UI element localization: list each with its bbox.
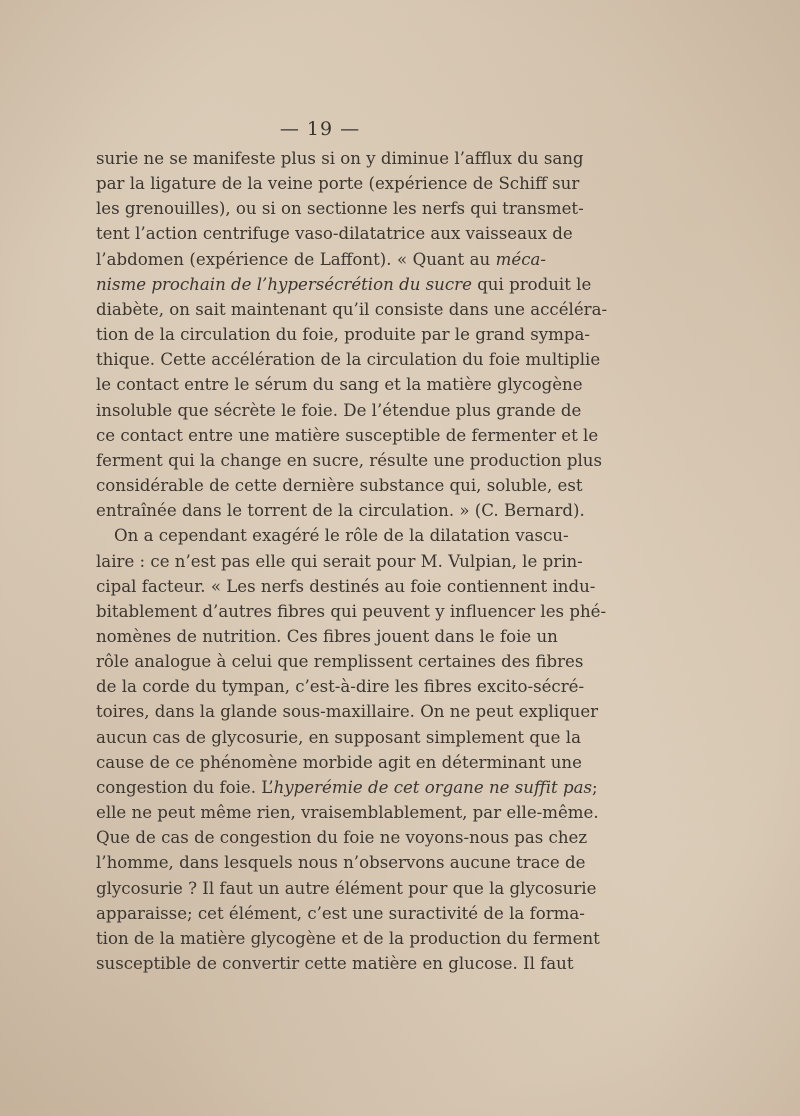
text-run: l’abdomen (expérience de Laffont). « Quant au — [96, 249, 491, 269]
text-line: ferment qui la change en sucre, résulte une production plus — [96, 450, 603, 470]
text-line: de la corde du tympan, c’est-à-dire les fibres excito-sécré- — [96, 677, 585, 697]
text-line: tion de la circulation du foie, produite par le grand sympa- — [96, 325, 590, 345]
text-line: les grenouilles), ou si on sectionne les nerfs qui transmet- — [96, 199, 584, 219]
text-line: apparaisse; cet élément, c’est une suractivité de la forma- — [96, 903, 585, 923]
text-line: ce contact entre une matière susceptible de fermenter et le — [96, 425, 599, 445]
text-line: le contact entre le sérum du sang et la matière glycogène — [96, 375, 583, 395]
text-line: tion de la matière glycogène et de la production du ferment — [96, 928, 600, 948]
text-line: laire : ce n’est pas elle qui serait pour M. Vulpian, le prin- — [96, 551, 583, 571]
text-line: cause de ce phénomène morbide agit en déterminant une — [96, 752, 582, 772]
text-line: susceptible de convertir cette matière en glucose. Il faut — [96, 954, 574, 973]
italic-run: méca- — [495, 249, 546, 269]
text-line: entraînée dans le torrent de la circulation. » (C. Bernard). — [96, 501, 585, 521]
text-line: Que de cas de congestion du foie ne voyons-nous pas chez — [96, 828, 588, 848]
text-line: diabète, on sait maintenant qu’il consiste dans une accéléra- — [96, 299, 608, 319]
text-line: bitablement d’autres fibres qui peuvent y influencer les phé- — [96, 601, 607, 621]
body-text — [96, 146, 608, 976]
text-line: rôle analogue à celui que remplissent certaines des fibres — [96, 652, 584, 672]
text-line: glycosurie ? Il faut un autre élément pour que la glycosurie — [96, 878, 597, 898]
text-run: qui produit le — [477, 274, 592, 294]
text-line: considérable de cette dernière substance qui, soluble, est — [96, 476, 583, 496]
text-line: On a cependant exagéré le rôle de la dilatation vascu- — [114, 526, 569, 546]
text-line: tent l’action centrifuge vaso-dilatatrice aux vaisseaux de — [96, 224, 573, 244]
text-line — [96, 775, 598, 800]
text-line — [96, 272, 592, 297]
text-line: thique. Cette accélération de la circulation du foie multiplie — [96, 350, 601, 370]
text-line: l’homme, dans lesquels nous n’observons aucune trace de — [96, 853, 586, 873]
text-line: elle ne peut même rien, vraisemblablement, par elle-même. — [96, 803, 599, 823]
text-run: ; — [592, 777, 598, 797]
text-line: par la ligature de la veine porte (expérience de Schiff sur — [96, 174, 580, 194]
text-line: cipal facteur. « Les nerfs destinés au foie contiennent indu- — [96, 576, 596, 596]
text-run: congestion du foie. L’ — [96, 777, 274, 797]
text-line: aucun cas de glycosurie, en supposant simplement que la — [96, 727, 581, 747]
text-line: toires, dans la glande sous-maxillaire. On ne peut expliquer — [96, 702, 599, 722]
text-line: nomènes de nutrition. Ces fibres jouent dans le foie un — [96, 626, 558, 646]
italic-run: nisme prochain de l’hypersécrétion du sucre — [96, 274, 472, 294]
italic-run: hyperémie de cet organe ne suffit pas — [273, 777, 592, 797]
text-line: surie ne se manifeste plus si on y diminue l’afflux du sang — [96, 149, 584, 168]
text-line: insoluble que sécrète le foie. De l’étendue plus grande de — [96, 400, 582, 420]
page-number: — 19 — — [279, 118, 361, 140]
text-line — [96, 247, 546, 272]
